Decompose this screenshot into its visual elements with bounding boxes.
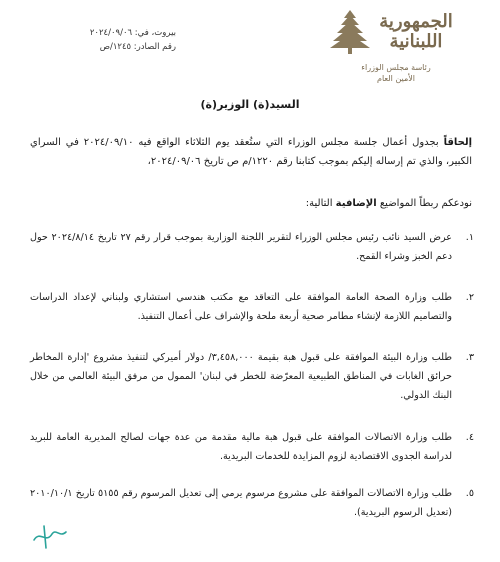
item-text: طلب وزارة الاتصالات الموافقة على قبول هبة مالية مقدمة من عدة جهات لصالح المديرية العامة للبريد لدراسة الجدوى الاقتصادية لزوم المزايدة للخدمات البريدية.	[30, 432, 452, 462]
republic-title: الجمهورية اللبنانية	[379, 11, 453, 52]
office-line-2: الأمين العام	[376, 74, 416, 83]
item-number: ٤.	[465, 432, 474, 443]
item-number: ٢.	[465, 292, 474, 303]
cedar-icon	[328, 8, 372, 56]
lead-suffix: التالية:	[305, 198, 336, 209]
intro-paragraph	[30, 133, 472, 171]
item-text: عرض السيد نائب رئيس مجلس الوزراء لتقرير اللجنة الوزارية بموجب قرار رقم ٢٧ تاريخ ٢٠٢٤/٨/١٤ حول دعم الخبز وشراء القمح.	[30, 232, 452, 262]
intro-text: بجدول أعمال جلسة مجلس الوزراء التي ستُعقد يوم الثلاثاء الواقع فيه ٢٠٢٤/٠٩/١٠ في السراي الكبير، والذي تم إرساله إليكم بموجب كتابنا رقم ١٢٢٠/م ص تاريخ ٢٠٢٤/٠٩/٠٦،	[30, 137, 472, 167]
lead-line	[30, 196, 472, 212]
list-item	[30, 484, 474, 522]
date-line: بيروت، في: ٢٠٢٤/٠٩/٠٦	[89, 28, 176, 38]
office-line-1: رئاسة مجلس الوزراء	[361, 63, 431, 72]
letter-meta	[26, 26, 176, 54]
signature-mark	[30, 520, 74, 550]
lead-prefix: نودعكم ربطاً المواضيع	[376, 198, 472, 209]
list-item	[30, 228, 474, 266]
list-item	[30, 288, 474, 326]
item-text: طلب وزارة البيئة الموافقة على قبول هبة بقيمة ٣,٤٥٨,٠٠٠/ دولار أميركي لتنفيذ مشروع 'إدارة المخاطر حرائق الغابات في المناطق الطبيعية المعرّضة للخطر في لبنان' الممول من مرفق البيئة العالمي من خلال البنك الدولي.	[30, 352, 452, 401]
item-number: ٥.	[465, 488, 474, 499]
list-item	[30, 428, 474, 466]
addressee: السيد(ة) الوزير(ة)	[200, 98, 300, 111]
item-number: ٣.	[465, 352, 474, 363]
lead-bold: الإضافية	[335, 198, 377, 209]
list-item	[30, 348, 474, 405]
reference-line: رقم الصادر: ١٢٤٥/ص	[99, 42, 176, 52]
item-text: طلب وزارة الصحة العامة الموافقة على التعاقد مع مكتب هندسي استشاري ولبناني لإعداد الدراسات والتصاميم اللازمة لإنشاء مطامر صحية أربعة ملحة والإشراف على أعمال التنفيذ.	[30, 292, 452, 322]
letterhead	[328, 8, 478, 84]
item-text: طلب وزارة الاتصالات الموافقة على مشروع مرسوم يرمي إلى تعديل المرسوم رقم ٥١٥٥ تاريخ ٢٠١٠/١٠/١ (تعديل الرسوم البريدية).	[30, 488, 452, 518]
intro-label: إلحاقاً	[443, 137, 473, 148]
item-number: ١.	[465, 232, 474, 243]
